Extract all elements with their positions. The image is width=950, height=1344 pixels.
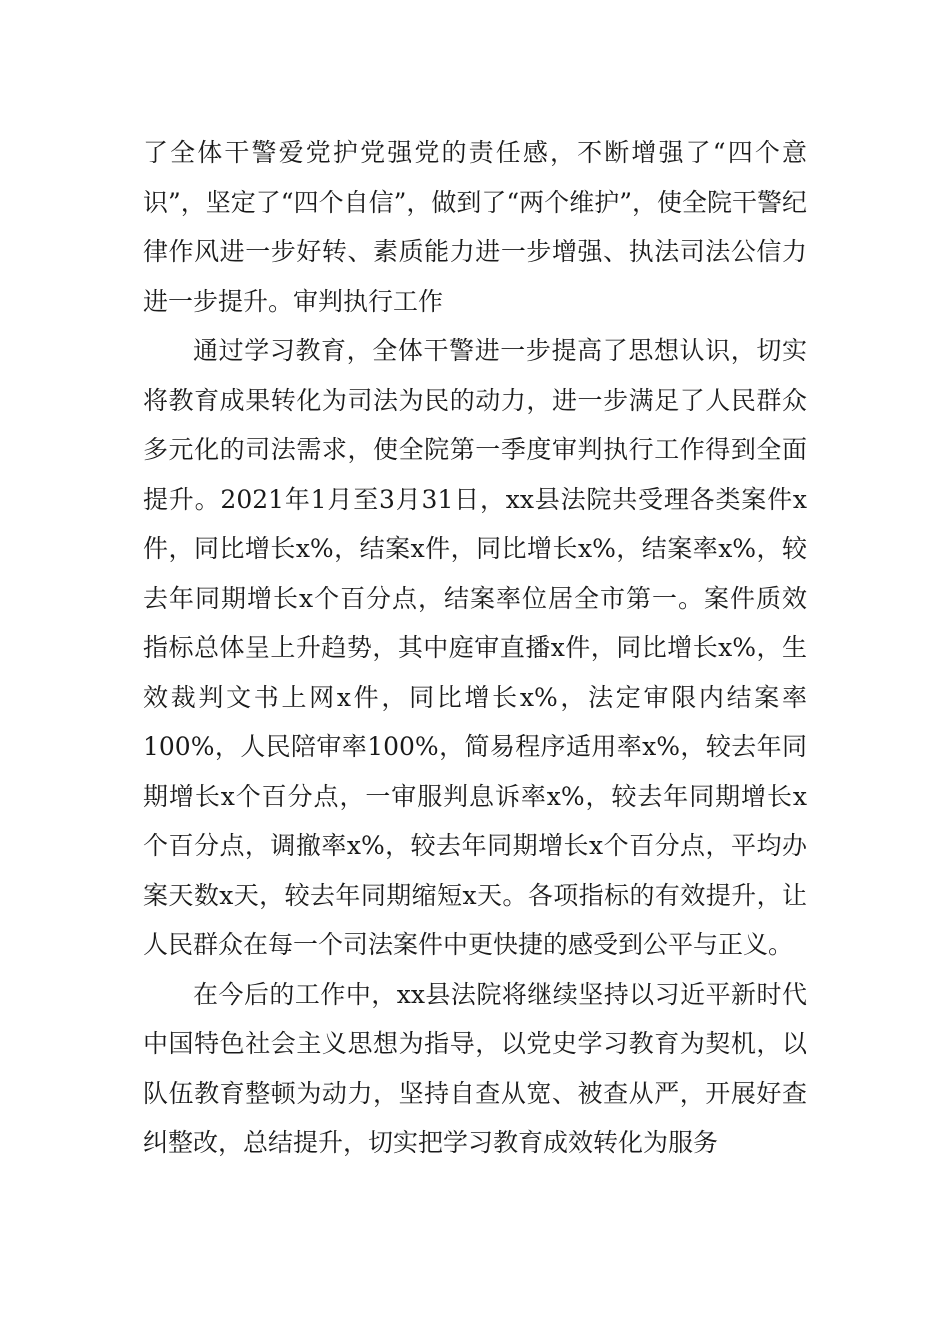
document-body <box>143 128 807 1168</box>
paragraph-2: 通过学习教育，全体干警进一步提高了思想认识，切实将教育成果转化为司法为民的动力，进一步满足了人民群众多元化的司法需求，使全院第一季度审判执行工作得到全面提升。2021年1月至3月31日，xx县法院共受理各类案件x件，同比增长x%，结案x件，同比增长x%，结案率x%，较去年同期增长x个百分点，结案率位居全市第一。案件质效指标总体呈上升趋势，其中庭审直播x件，同比增长x%，生效裁判文书上网x件，同比增长x%，法定审限内结案率100%，人民陪审率100%，简易程序适用率x%，较去年同期增长x个百分点，一审服判息诉率x%，较去年同期增长x个百分点，调撤率x%，较去年同期增长x个百分点，平均办案天数x天，较去年同期缩短x天。各项指标的有效提升，让人民群众在每一个司法案件中更快捷的感受到公平与正义。 <box>143 336 807 959</box>
paragraph-1: 了全体干警爱党护党强党的责任感，不断增强了“四个意识”，坚定了“四个自信”，做到了“两个维护”，使全院干警纪律作风进一步好转、素质能力进一步增强、执法司法公信力进一步提升。审判执行工作 <box>143 138 807 316</box>
paragraph-3: 在今后的工作中，xx县法院将继续坚持以习近平新时代中国特色社会主义思想为指导，以党史学习教育为契机，以队伍教育整顿为动力，坚持自查从宽、被查从严，开展好查纠整改，总结提升，切实把学习教育成效转化为服务 <box>143 979 807 1157</box>
